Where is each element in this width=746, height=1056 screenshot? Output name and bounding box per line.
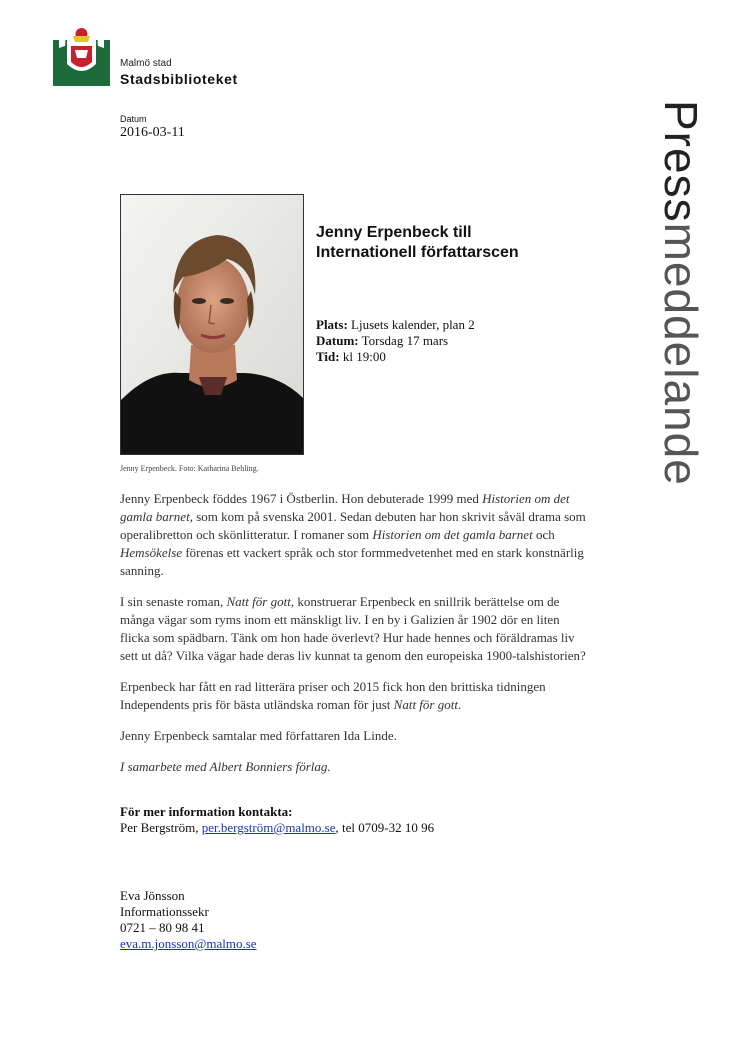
p1-text-a: Jenny Erpenbeck föddes 1967 i Östberlin. Hon debuterade 1999 med xyxy=(120,491,483,506)
event-date-value: Torsdag 17 mars xyxy=(361,333,449,348)
p2-text-c: , konstruerar Erpenbeck en snillrik berättelse om de många vägar som ryms inom ett mänskligt liv. I en by i Galizien år 1902 dör en liten flicka som spädbarn. Tänk om hon hade överlevt? Hur hade hennes och föräldramas liv sett ut då? Vilka vägar hade deras liv kunnat ta genom den europeiska 1900-talshistorien? xyxy=(120,594,586,663)
paragraph-1 xyxy=(120,490,590,580)
p1-text-g: förenas ett vackert språk och stor formmedvetenhet med en stark konstnärlig sanning. xyxy=(120,545,584,578)
side-label-press: Press xyxy=(655,100,707,223)
signature-name: Eva Jönsson xyxy=(120,888,185,903)
organization-name: Stadsbiblioteket xyxy=(120,71,238,87)
author-photo xyxy=(120,194,304,455)
contact-block xyxy=(120,804,434,836)
headline-line-2: Internationell författarscen xyxy=(316,244,519,261)
date-label: Datum xyxy=(120,114,147,124)
p2-text-a: I sin senaste roman, xyxy=(120,594,227,609)
event-date-label: Datum: xyxy=(316,333,359,348)
p2-book-title: Natt för gott xyxy=(226,594,291,609)
p1-book-title-3: Hemsökelse xyxy=(120,545,183,560)
press-release-body xyxy=(120,490,590,789)
contact-heading: För mer information kontakta: xyxy=(120,804,293,819)
p1-book-title-2: Historien om det gamla barnet xyxy=(372,527,533,542)
headline xyxy=(316,223,616,263)
event-details xyxy=(316,317,475,365)
time-value: kl 19:00 xyxy=(342,349,386,364)
signature-email-link[interactable]: eva.m.jonsson@malmo.se xyxy=(120,936,257,951)
place-value: Ljusets kalender, plan 2 xyxy=(351,317,475,332)
signature-title: Informationssekr xyxy=(120,904,209,919)
side-label-meddelande: meddelande xyxy=(655,222,707,486)
p1-book-title: Historien om det gamla barnet xyxy=(120,491,570,524)
paragraph-2 xyxy=(120,593,590,665)
date-row xyxy=(316,333,475,349)
place-label: Plats: xyxy=(316,317,348,332)
date-value: 2016-03-11 xyxy=(120,125,185,140)
cooperation-note: I samarbete med Albert Bonniers förlag. xyxy=(120,759,331,774)
photo-caption: Jenny Erpenbeck. Foto: Katharina Behling. xyxy=(120,464,259,473)
contact-phone: , tel 0709-32 10 96 xyxy=(335,820,435,835)
p1-text-e: och xyxy=(532,527,555,542)
headline-line-1: Jenny Erpenbeck till xyxy=(316,224,472,241)
contact-line xyxy=(120,820,434,836)
signature-block xyxy=(120,888,257,952)
pressmeddelande-side-label xyxy=(638,100,708,550)
signature-phone: 0721 – 80 98 41 xyxy=(120,920,205,935)
malmo-stad-logo xyxy=(53,26,110,86)
time-label: Tid: xyxy=(316,349,340,364)
paragraph-5 xyxy=(120,758,590,776)
paragraph-3 xyxy=(120,678,590,714)
p1-text-c: , som kom på svenska 2001. Sedan debuten har hon skrivit såväl drama som operalibretton och skönlitteratur. I romaner som xyxy=(120,509,586,542)
p3-book-title: Natt för gott xyxy=(393,697,458,712)
p3-text-c: . xyxy=(457,697,462,712)
place-row xyxy=(316,317,475,333)
contact-name: Per Bergström, xyxy=(120,820,202,835)
p3-text-a: Erpenbeck har fått en rad litterära priser och 2015 fick hon den brittiska tidningen Independents pris för bästa utländska roman för just xyxy=(120,679,546,712)
time-row xyxy=(316,349,475,365)
contact-email-link[interactable]: per.bergström@malmo.se xyxy=(201,820,336,835)
organization-small-label: Malmö stad xyxy=(120,58,172,69)
paragraph-4: Jenny Erpenbeck samtalar med författaren Ida Linde. xyxy=(120,728,397,743)
